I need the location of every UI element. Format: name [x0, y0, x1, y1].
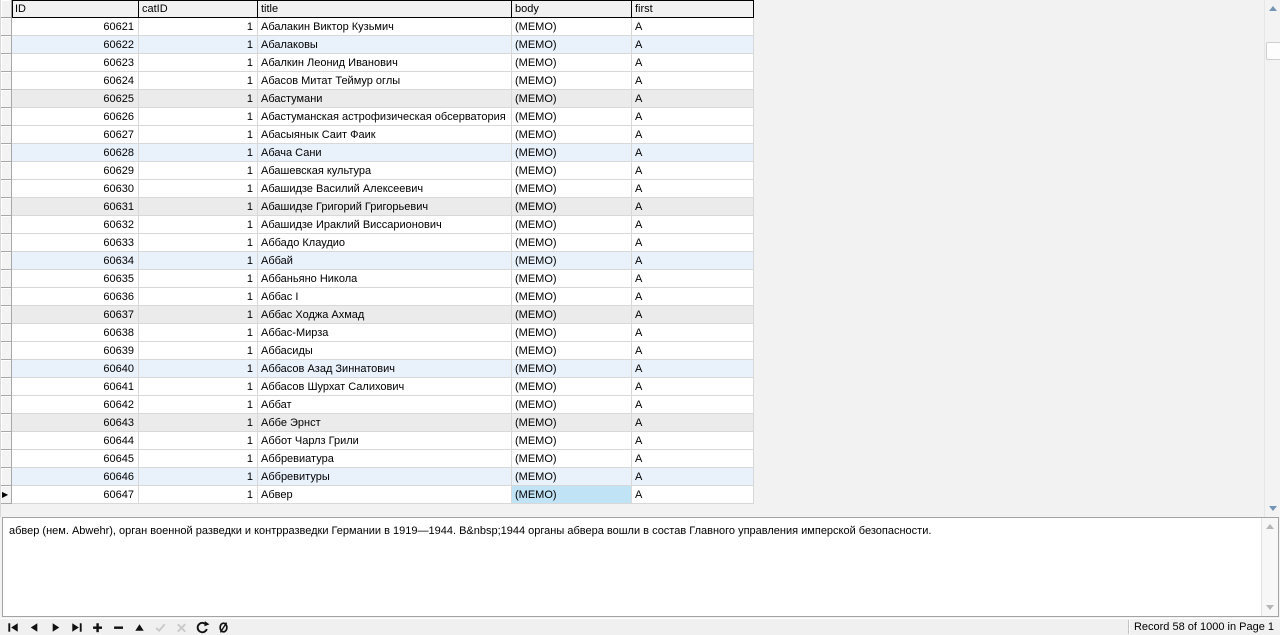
row-selector[interactable] [1, 252, 12, 270]
cell-id[interactable]: 60628 [12, 144, 139, 162]
cell-title[interactable]: Абашевская культура [258, 162, 512, 180]
cell-id[interactable]: 60640 [12, 360, 139, 378]
cell-catid[interactable]: 1 [139, 468, 258, 486]
cell-body[interactable]: (MEMO) [512, 396, 632, 414]
grid-header-row [1, 0, 754, 18]
cell-id[interactable]: 60631 [12, 198, 139, 216]
cell-first[interactable]: А [632, 108, 754, 126]
row-selector[interactable] [1, 288, 12, 306]
table-row [1, 306, 754, 324]
cell-catid[interactable]: 1 [139, 432, 258, 450]
cell-body[interactable]: (MEMO) [512, 360, 632, 378]
cell-catid[interactable]: 1 [139, 270, 258, 288]
row-selector[interactable] [1, 72, 12, 90]
cell-title[interactable]: Абасов Митат Теймур оглы [258, 72, 512, 90]
table-row [1, 54, 754, 72]
cell-first[interactable]: А [632, 486, 754, 504]
post-edit-icon [153, 620, 168, 635]
table-row [1, 270, 754, 288]
row-selector[interactable] [1, 234, 12, 252]
cell-body[interactable]: (MEMO) [512, 252, 632, 270]
cell-id[interactable]: 60632 [12, 216, 139, 234]
cell-id[interactable]: 60633 [12, 234, 139, 252]
prior-record-icon [27, 620, 42, 635]
grid-table [1, 0, 754, 504]
cell-first[interactable]: А [632, 18, 754, 36]
cell-first[interactable]: А [632, 324, 754, 342]
cell-catid[interactable]: 1 [139, 108, 258, 126]
column-header-body[interactable]: body [512, 0, 632, 18]
table-row [1, 108, 754, 126]
prior-record-button[interactable] [27, 620, 42, 635]
row-selector[interactable] [1, 216, 12, 234]
cell-first[interactable]: А [632, 72, 754, 90]
cell-catid[interactable]: 1 [139, 54, 258, 72]
memo-panel[interactable] [2, 517, 1279, 617]
cell-catid[interactable]: 1 [139, 378, 258, 396]
cell-title[interactable]: Аббасов Шурхат Салихович [258, 378, 512, 396]
refresh-icon [195, 620, 210, 635]
table-row [1, 18, 754, 36]
scroll-up-icon[interactable] [1265, 0, 1280, 17]
cell-first[interactable]: А [632, 414, 754, 432]
edit-record-icon [132, 620, 147, 635]
cell-catid[interactable]: 1 [139, 234, 258, 252]
cell-title[interactable]: Аббе Эрнст [258, 414, 512, 432]
cell-catid[interactable]: 1 [139, 180, 258, 198]
row-selector[interactable] [1, 162, 12, 180]
memo-vertical-scrollbar[interactable] [1261, 518, 1278, 616]
cell-id[interactable]: 60622 [12, 36, 139, 54]
cell-first[interactable]: А [632, 342, 754, 360]
cell-catid[interactable]: 1 [139, 18, 258, 36]
cell-title[interactable]: Абастуманская астрофизическая обсерватория [258, 108, 512, 126]
delete-record-icon [111, 620, 126, 635]
row-selector[interactable] [1, 108, 12, 126]
row-selector[interactable] [1, 54, 12, 72]
cell-first[interactable]: А [632, 144, 754, 162]
table-row [1, 396, 754, 414]
cell-id[interactable]: 60636 [12, 288, 139, 306]
table-row [1, 198, 754, 216]
cell-body[interactable]: (MEMO) [512, 450, 632, 468]
first-record-icon [6, 620, 21, 635]
cell-title[interactable]: Абашидзе Василий Алексеевич [258, 180, 512, 198]
cell-title[interactable]: Аббас I [258, 288, 512, 306]
cell-catid[interactable]: 1 [139, 486, 258, 504]
cell-first[interactable]: А [632, 360, 754, 378]
insert-record-button[interactable] [90, 620, 105, 635]
row-selector[interactable] [1, 432, 12, 450]
cell-catid[interactable]: 1 [139, 450, 258, 468]
cell-id[interactable]: 60637 [12, 306, 139, 324]
row-selector[interactable] [1, 468, 12, 486]
table-row [1, 468, 754, 486]
cell-first[interactable]: А [632, 396, 754, 414]
cell-title[interactable]: Аббревитуры [258, 468, 512, 486]
scroll-down-icon[interactable] [1265, 500, 1280, 517]
cell-id[interactable]: 60627 [12, 126, 139, 144]
table-row [1, 378, 754, 396]
cell-id[interactable]: 60624 [12, 72, 139, 90]
cell-first[interactable]: А [632, 36, 754, 54]
cell-body[interactable]: (MEMO) [512, 270, 632, 288]
row-selector[interactable] [1, 342, 12, 360]
cell-title[interactable]: Аббаньяно Никола [258, 270, 512, 288]
cell-id[interactable]: 60645 [12, 450, 139, 468]
cell-body[interactable]: (MEMO) [512, 216, 632, 234]
cell-first[interactable]: А [632, 450, 754, 468]
cell-title[interactable]: Аббай [258, 252, 512, 270]
cell-body[interactable]: (MEMO) [512, 36, 632, 54]
cell-title[interactable]: Абашидзе Ираклий Виссарионович [258, 216, 512, 234]
cell-title[interactable]: Абача Сани [258, 144, 512, 162]
row-selector[interactable] [1, 306, 12, 324]
post-edit-button[interactable] [153, 620, 168, 635]
cell-catid[interactable]: 1 [139, 288, 258, 306]
refresh-button[interactable] [195, 620, 210, 635]
db-navigator [6, 619, 231, 635]
cell-first[interactable]: А [632, 468, 754, 486]
cell-body[interactable]: (MEMO) [512, 414, 632, 432]
cell-first[interactable]: А [632, 378, 754, 396]
cell-first[interactable]: А [632, 126, 754, 144]
cell-body[interactable]: (MEMO) [512, 432, 632, 450]
table-row [1, 288, 754, 306]
scrollbar-thumb[interactable] [1266, 42, 1280, 60]
cell-title[interactable]: Абвер [258, 486, 512, 504]
edit-record-button[interactable] [132, 620, 147, 635]
cell-id[interactable]: 60646 [12, 468, 139, 486]
cell-title[interactable]: Аббревиатура [258, 450, 512, 468]
cell-catid[interactable]: 1 [139, 324, 258, 342]
cell-title[interactable]: Абастумани [258, 90, 512, 108]
cell-catid[interactable]: 1 [139, 306, 258, 324]
cell-catid[interactable]: 1 [139, 90, 258, 108]
cell-body[interactable]: (MEMO) [512, 486, 632, 504]
cell-catid[interactable]: 1 [139, 72, 258, 90]
table-row [1, 360, 754, 378]
table-row [1, 144, 754, 162]
row-selector[interactable] [1, 144, 12, 162]
table-row [1, 36, 754, 54]
cell-first[interactable]: А [632, 306, 754, 324]
cell-id[interactable]: 60638 [12, 324, 139, 342]
cell-body[interactable]: (MEMO) [512, 378, 632, 396]
cell-title[interactable]: Абасыянык Саит Фаик [258, 126, 512, 144]
last-record-button[interactable] [69, 620, 84, 635]
cell-id[interactable]: 60647 [12, 486, 139, 504]
row-selector[interactable] [1, 450, 12, 468]
cell-catid[interactable]: 1 [139, 198, 258, 216]
table-row [1, 180, 754, 198]
table-row [1, 450, 754, 468]
table-row [1, 486, 754, 504]
cell-title[interactable]: Абалакин Виктор Кузьмич [258, 18, 512, 36]
cell-body[interactable]: (MEMO) [512, 180, 632, 198]
row-selector[interactable] [1, 180, 12, 198]
cell-body[interactable]: (MEMO) [512, 126, 632, 144]
cell-body[interactable]: (MEMO) [512, 108, 632, 126]
next-record-button[interactable] [48, 620, 63, 635]
insert-record-icon [90, 620, 105, 635]
row-selector[interactable] [1, 414, 12, 432]
cell-id[interactable]: 60621 [12, 18, 139, 36]
row-selector[interactable] [1, 126, 12, 144]
table-row [1, 90, 754, 108]
cell-id[interactable]: 60644 [12, 432, 139, 450]
current-row-arrow-icon: ▶ [2, 490, 9, 499]
cell-catid[interactable]: 1 [139, 162, 258, 180]
column-header-title[interactable]: title [258, 0, 512, 18]
column-headers [12, 0, 754, 18]
column-header-catid[interactable]: catID [139, 0, 258, 18]
cell-id[interactable]: 60642 [12, 396, 139, 414]
table-row [1, 342, 754, 360]
cell-catid[interactable]: 1 [139, 126, 258, 144]
cell-body[interactable]: (MEMO) [512, 144, 632, 162]
cell-catid[interactable]: 1 [139, 414, 258, 432]
row-selector[interactable] [1, 90, 12, 108]
cell-first[interactable]: А [632, 252, 754, 270]
cell-first[interactable]: А [632, 90, 754, 108]
column-header-first[interactable]: first [632, 0, 754, 18]
cell-title[interactable]: Аббасиды [258, 342, 512, 360]
cell-first[interactable]: А [632, 288, 754, 306]
cancel-edit-icon [174, 620, 189, 635]
cell-body[interactable]: (MEMO) [512, 54, 632, 72]
cell-title[interactable]: Аббадо Клаудио [258, 234, 512, 252]
cell-catid[interactable]: 1 [139, 360, 258, 378]
cell-title[interactable]: Аббас Ходжа Ахмад [258, 306, 512, 324]
cell-catid[interactable]: 1 [139, 36, 258, 54]
cell-body[interactable]: (MEMO) [512, 234, 632, 252]
first-record-button[interactable] [6, 620, 21, 635]
table-row [1, 252, 754, 270]
cancel-updates-button[interactable] [216, 620, 231, 635]
status-bar-divider [1128, 620, 1129, 634]
cell-title[interactable]: Аббас-Мирза [258, 324, 512, 342]
cell-title[interactable]: Аббот Чарлз Грили [258, 432, 512, 450]
cell-body[interactable]: (MEMO) [512, 342, 632, 360]
cell-id[interactable]: 60629 [12, 162, 139, 180]
cell-catid[interactable]: 1 [139, 396, 258, 414]
cell-first[interactable]: А [632, 54, 754, 72]
table-row [1, 72, 754, 90]
cell-first[interactable]: А [632, 234, 754, 252]
scroll-up-icon[interactable] [1262, 518, 1278, 535]
cell-body[interactable]: (MEMO) [512, 288, 632, 306]
cell-first[interactable]: А [632, 216, 754, 234]
row-selector-header [1, 0, 12, 18]
table-row [1, 216, 754, 234]
cell-catid[interactable]: 1 [139, 216, 258, 234]
cell-body[interactable]: (MEMO) [512, 468, 632, 486]
cell-body[interactable]: (MEMO) [512, 162, 632, 180]
next-record-icon [48, 620, 63, 635]
cell-id[interactable]: 60641 [12, 378, 139, 396]
row-selector[interactable] [1, 198, 12, 216]
row-selector[interactable] [1, 270, 12, 288]
grid-rows [1, 18, 754, 504]
row-selector[interactable] [1, 18, 12, 36]
cell-id[interactable]: 60626 [12, 108, 139, 126]
table-row [1, 126, 754, 144]
cell-body[interactable]: (MEMO) [512, 324, 632, 342]
grid-vertical-scrollbar[interactable] [1264, 0, 1280, 517]
table-row [1, 162, 754, 180]
delete-record-button[interactable] [111, 620, 126, 635]
cell-id[interactable]: 60643 [12, 414, 139, 432]
cell-body[interactable]: (MEMO) [512, 72, 632, 90]
cell-first[interactable]: А [632, 198, 754, 216]
cell-id[interactable]: 60630 [12, 180, 139, 198]
scroll-down-icon[interactable] [1262, 599, 1278, 616]
table-row [1, 432, 754, 450]
cell-title[interactable]: Аббасов Азад Зиннатович [258, 360, 512, 378]
cell-first[interactable]: А [632, 162, 754, 180]
cell-title[interactable]: Абалкин Леонид Иванович [258, 54, 512, 72]
row-selector[interactable] [1, 378, 12, 396]
table-row [1, 324, 754, 342]
column-header-id[interactable]: ID [12, 0, 139, 18]
cell-catid[interactable]: 1 [139, 342, 258, 360]
status-bar [0, 618, 1280, 635]
cell-first[interactable]: А [632, 432, 754, 450]
cell-id[interactable]: 60625 [12, 90, 139, 108]
cell-catid[interactable]: 1 [139, 144, 258, 162]
table-row [1, 414, 754, 432]
cell-body[interactable]: (MEMO) [512, 90, 632, 108]
cell-id[interactable]: 60639 [12, 342, 139, 360]
cancel-updates-icon [216, 620, 231, 635]
row-selector[interactable] [1, 486, 12, 504]
row-selector[interactable] [1, 324, 12, 342]
cell-title[interactable]: Аббат [258, 396, 512, 414]
cell-first[interactable]: А [632, 180, 754, 198]
cancel-edit-button[interactable] [174, 620, 189, 635]
table-row [1, 234, 754, 252]
cell-body[interactable]: (MEMO) [512, 198, 632, 216]
last-record-icon [69, 620, 84, 635]
cell-title[interactable]: Абашидзе Григорий Григорьевич [258, 198, 512, 216]
memo-text: абвер (нем. Abwehr), орган военной разведки и контрразведки Германии в 1919—1944. В&nbsp;1944 органы абвера вошли в состав Главного управления имперской безопасности. [9, 525, 932, 537]
cell-body[interactable]: (MEMO) [512, 18, 632, 36]
cell-catid[interactable]: 1 [139, 252, 258, 270]
row-selector[interactable] [1, 36, 12, 54]
cell-first[interactable]: А [632, 270, 754, 288]
cell-id[interactable]: 60635 [12, 270, 139, 288]
cell-id[interactable]: 60634 [12, 252, 139, 270]
row-selector[interactable] [1, 396, 12, 414]
record-status-text: Record 58 of 1000 in Page 1 [1133, 621, 1274, 633]
cell-body[interactable]: (MEMO) [512, 306, 632, 324]
cell-title[interactable]: Абалаковы [258, 36, 512, 54]
cell-id[interactable]: 60623 [12, 54, 139, 72]
row-selector[interactable] [1, 360, 12, 378]
